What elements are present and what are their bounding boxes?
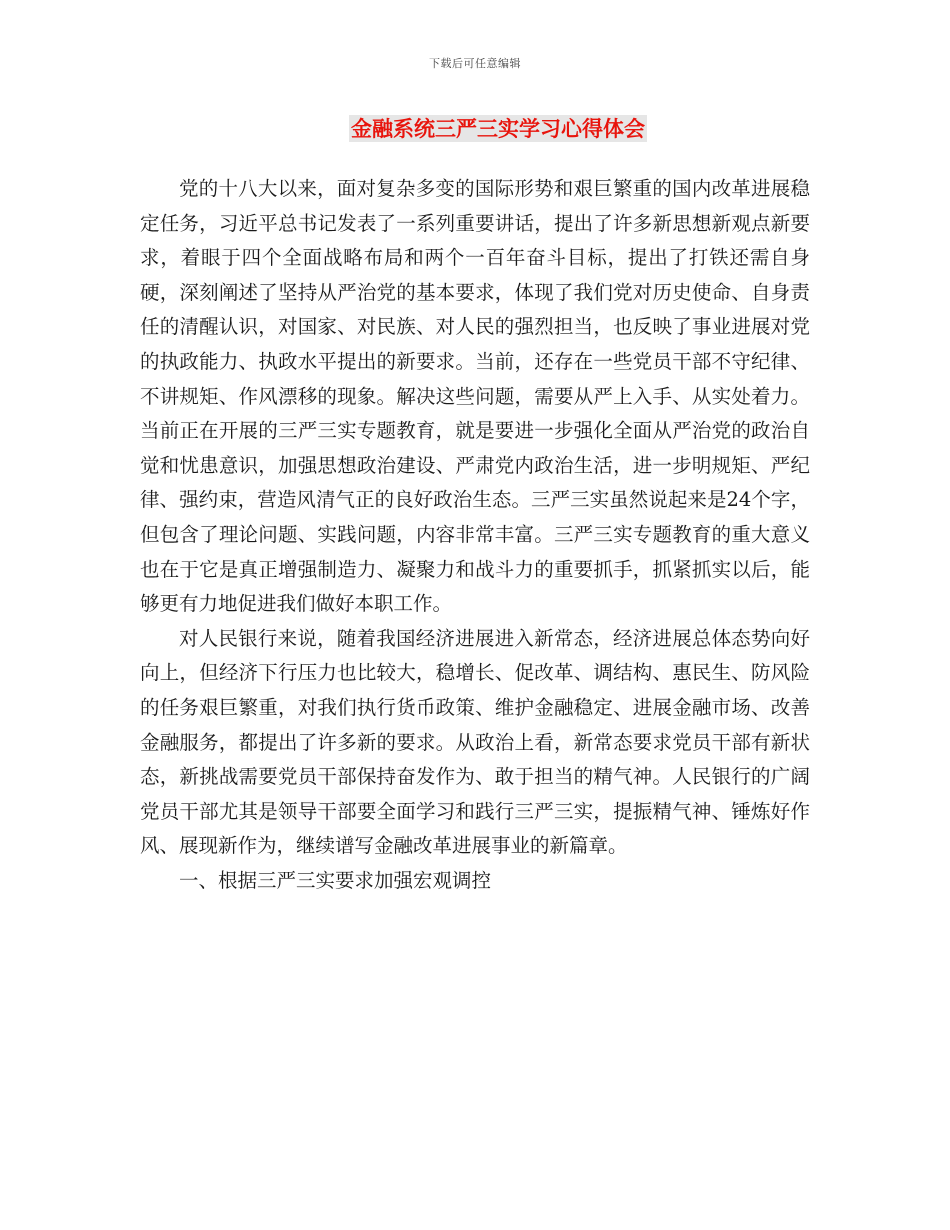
paragraph-2: 对人民银行来说，随着我国经济进展进入新常态，经济进展总体态势向好向上，但经济下行压力也比较大，稳增长、促改革、调结构、惠民生、防风险的任务艰巨繁重，对我们执行货币政策、维护金融稳定、进展金融市场、改善金融服务，都提出了许多新的要求。从政治上看，新常态要求党员干部有新状态，新挑战需要党员干部保持奋发作为、敢于担当的精气神。人民银行的广阔党员干部尤其是领导干部要全面学习和践行三严三实，提振精气神、锤炼好作风、展现新作为，继续谱写金融改革进展事业的新篇章。	[140, 626, 810, 858]
document-title-text: 金融系统三严三实学习心得体会	[351, 116, 645, 141]
paragraph-1: 党的十八大以来，面对复杂多变的国际形势和艰巨繁重的国内改革进展稳定任务，习近平总书记发表了一系列重要讲话，提出了许多新思想新观点新要求，着眼于四个全面战略布局和两个一百年奋斗目标，提出了打铁还需自身硬，深刻阐述了坚持从严治党的基本要求，体现了我们党对历史使命、自身责任的清醒认识，对国家、对民族、对人民的强烈担当，也反映了事业进展对党的执政能力、执政水平提出的新要求。当前，还存在一些党员干部不守纪律、不讲规矩、作风漂移的现象。解决这些问题，需要从严上入手、从实处着力。当前正在开展的三严三实专题教育，就是要进一步强化全面从严治党的政治自觉和忧患意识，加强思想政治建设、严肃党内政治生活，进一步明规矩、严纪律、强约束，营造风清气正的良好政治生态。三严三实虽然说起来是24个字，但包含了理论问题、实践问题，内容非常丰富。三严三实专题教育的重大意义也在于它是真正增强制造力、凝聚力和战斗力的重要抓手，抓紧抓实以后，能够更有力地促进我们做好本职工作。	[140, 177, 810, 616]
document-title	[0, 113, 950, 143]
document-body	[140, 172, 810, 898]
section-heading-1: 一、根据三严三实要求加强宏观调控	[179, 868, 492, 892]
header-note: 下载后可任意编辑	[429, 57, 521, 70]
